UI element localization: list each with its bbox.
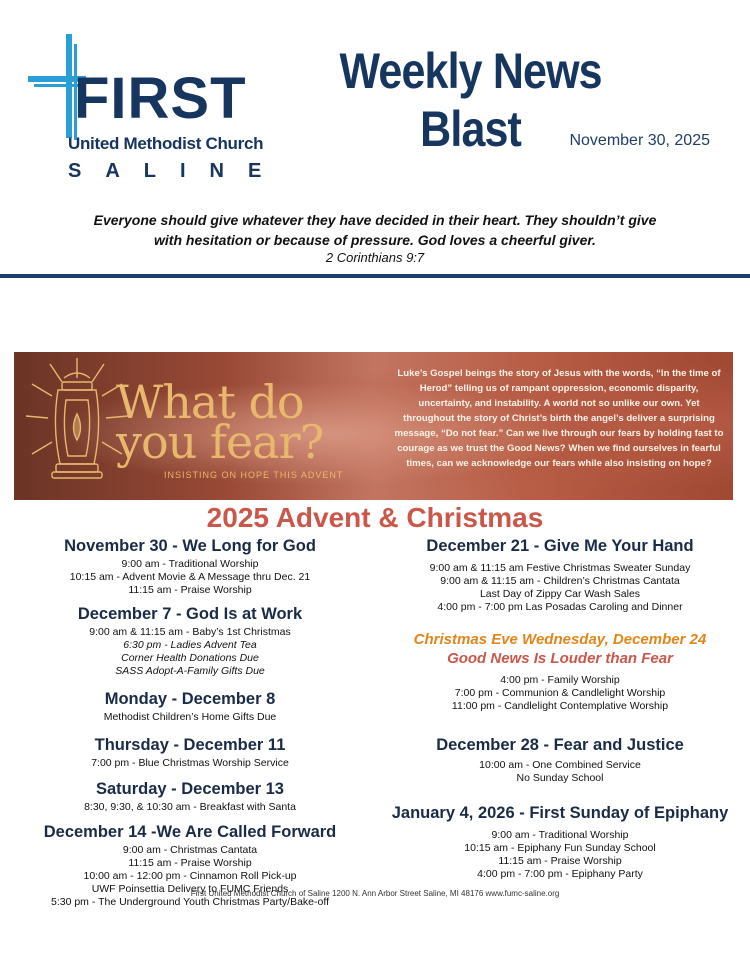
event-line: Last Day of Zippy Car Wash Sales xyxy=(479,588,641,600)
event-line: 11:15 am - Praise Worship xyxy=(128,584,252,596)
logo-church-name: United Methodist Church xyxy=(68,134,264,153)
event-dec-21 xyxy=(385,536,735,614)
header-divider xyxy=(0,274,750,278)
advent-section-title: 2025 Advent & Christmas xyxy=(206,502,544,533)
banner-blurb: Luke’s Gospel beings the story of Jesus with the words, “In the time of Herod” telling us of rampant oppression, economic disparity, uncertainty, and instability. A world not so unlike our own. Yet throughout the story of Christ’s birth the angel’s deliver a surprising message, “Do not fear.” Can we live through our fears by holding fast to courage as we trust the Good News? When we find ourselves in fearful times, can we acknowledge our fears while also insisting on hope? xyxy=(394,368,724,469)
christmas-eve-theme: Good News Is Louder than Fear xyxy=(447,650,673,667)
event-line: 9:00 am & 11:15 am - Baby’s 1st Christmas xyxy=(89,626,291,638)
footer-address: First United Methodist Church of Saline 1200 N. Ann Arbor Street Saline, MI 48176 www.fumc-saline.org xyxy=(190,889,560,898)
event-heading: December 21 - Give Me Your Hand xyxy=(426,537,694,555)
event-line: No Sunday School xyxy=(516,772,604,784)
schedule-left-column xyxy=(20,536,360,909)
event-heading: November 30 - We Long for God xyxy=(64,537,316,555)
event-line: 4:00 pm - 7:00 pm - Epiphany Party xyxy=(477,868,643,880)
event-line: 9:00 am - Traditional Worship xyxy=(121,558,259,570)
event-line: 11:15 am - Praise Worship xyxy=(128,857,252,869)
scripture-quote xyxy=(60,210,690,250)
issue-date: November 30, 2025 xyxy=(569,132,710,149)
event-line: 11:15 am - Praise Worship xyxy=(498,855,622,867)
event-line: 7:00 pm - Blue Christmas Worship Service xyxy=(91,757,289,769)
event-lines xyxy=(20,801,360,814)
event-line: Corner Health Donations Due xyxy=(121,652,259,664)
event-dec-28 xyxy=(385,735,735,785)
advent-banner xyxy=(14,352,733,500)
event-lines xyxy=(385,674,735,713)
event-line: 8:30, 9:30, & 10:30 am - Breakfast with Santa xyxy=(84,801,296,813)
event-line: 10:15 am - Epiphany Fun Sunday School xyxy=(464,842,656,854)
event-nov-30 xyxy=(20,536,360,597)
event-line: 10:15 am - Advent Movie & A Message thru Dec. 21 xyxy=(69,571,311,583)
event-lines xyxy=(385,759,735,785)
event-heading: Saturday - December 13 xyxy=(95,780,284,798)
event-line: 10:00 am - 12:00 pm - Cinnamon Roll Pick-up xyxy=(83,870,297,882)
event-line: 4:00 pm - Family Worship xyxy=(500,674,620,686)
event-dec-7 xyxy=(20,604,360,678)
church-logo xyxy=(28,34,286,184)
event-dec-8 xyxy=(20,689,360,724)
event-heading: December 28 - Fear and Justice xyxy=(436,736,684,754)
event-heading: December 14 -We Are Called Forward xyxy=(43,823,337,841)
banner-headline xyxy=(116,375,324,469)
event-lines xyxy=(20,844,360,909)
banner-headline-line-2: you fear? xyxy=(116,415,324,469)
logo-first: FIRST xyxy=(74,66,247,131)
event-heading: Monday - December 8 xyxy=(104,690,276,708)
event-heading: January 4, 2026 - First Sunday of Epiphany xyxy=(391,804,729,822)
event-heading: Thursday - December 11 xyxy=(94,736,286,754)
event-line: 11:00 pm - Candlelight Contemplative Worship xyxy=(451,700,669,712)
event-line: 6:30 pm - Ladies Advent Tea xyxy=(123,639,257,651)
event-lines xyxy=(20,757,360,770)
scripture-line-1: Everyone should give whatever they have decided in their heart. They shouldn’t give xyxy=(93,212,657,228)
christmas-eve-heading: Christmas Eve Wednesday, December 24 xyxy=(413,631,707,648)
event-line: 7:00 pm - Communion & Candlelight Worship xyxy=(454,687,666,699)
page-title: Weekly News Blast xyxy=(339,43,602,157)
event-lines xyxy=(20,711,360,724)
event-line: 9:00 am & 11:15 am Festive Christmas Sweater Sunday xyxy=(429,562,691,574)
event-lines xyxy=(385,829,735,881)
banner-headline-line-1: What do xyxy=(116,375,304,429)
event-lines xyxy=(20,558,360,597)
event-dec-11 xyxy=(20,735,360,770)
event-line: Methodist Children’s Home Gifts Due xyxy=(103,711,277,723)
event-line: 5:30 pm - The Underground Youth Christmas Party/Bake-off xyxy=(50,896,329,908)
event-line: 9:00 am & 11:15 am - Children’s Christmas Cantata xyxy=(440,575,680,587)
event-jan-4 xyxy=(385,803,735,881)
event-line: 10:00 am - One Combined Service xyxy=(479,759,641,771)
event-line: UWF Poinsettia Delivery to FUMC Friends xyxy=(91,883,289,895)
event-lines xyxy=(385,562,735,614)
event-line: 4:00 pm - 7:00 pm Las Posadas Caroling and Dinner xyxy=(437,601,683,613)
schedule-right-column xyxy=(385,536,735,881)
event-heading: December 7 - God Is at Work xyxy=(77,605,303,623)
event-dec-13 xyxy=(20,779,360,814)
event-line: 9:00 am - Christmas Cantata xyxy=(122,844,258,856)
scripture-reference: 2 Corinthians 9:7 xyxy=(325,250,425,265)
event-christmas-eve xyxy=(385,630,735,713)
logo-town: SALINE xyxy=(68,160,286,182)
scripture-line-2: with hesitation or because of pressure. God loves a cheerful giver. xyxy=(154,232,596,248)
event-line: SASS Adopt-A-Family Gifts Due xyxy=(115,665,265,677)
banner-subtitle: INSISTING ON HOPE THIS ADVENT xyxy=(164,470,344,480)
event-line: 9:00 am - Traditional Worship xyxy=(491,829,629,841)
event-lines xyxy=(20,626,360,678)
